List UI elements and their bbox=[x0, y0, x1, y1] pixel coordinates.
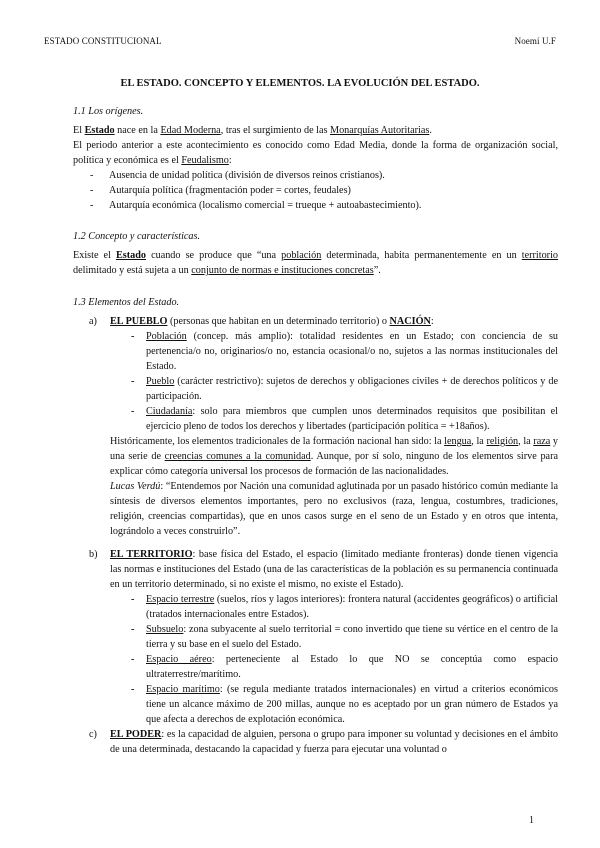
list-item: - Autarquía económica (localismo comercial = trueque + autoabastecimiento). bbox=[73, 198, 558, 213]
section-heading-origenes: 1.1 Los orígenes. bbox=[73, 106, 144, 117]
element-poder: c) EL PODER: es la capacidad de alguien, persona o grupo para imponer su voluntad y decisiones en el ámbito de una determinada, destacando la capacidad y fuerza para ejecutar una voluntad o bbox=[89, 729, 559, 755]
list-item: - Ciudadanía: solo para miembros que cumplen unos determinados requisitos que posibilitan el ejercicio pleno de todos los derechos y libertades (participación política = +18años). bbox=[110, 404, 558, 434]
list-item: - Espacio terrestre (suelos, ríos y lagos interiores): frontera natural (accidentes geográficos) o artificial (tratados internacionales entre Estados). bbox=[110, 592, 558, 622]
list-item: - Población (concep. más amplio): totalidad residentes en un Estado; con conciencia de su pertenencia/o no, originarios/o no, estancia ocasional/o no, sujetos a las normas institucionales del Estado. bbox=[110, 329, 558, 374]
list-item: - Pueblo (carácter restrictivo): sujetos de derechos y obligaciones civiles + de derechos políticos y de participación. bbox=[110, 374, 558, 404]
paragraph-nacimiento: El Estado nace en la Edad Moderna, tras el surgimiento de las Monarquías Autoritarias. bbox=[73, 125, 432, 136]
paragraph-concepto: Existe el Estado cuando se produce que “una población determinada, habita permanentemente en un territorio delimitado y está sujeta a un conjunto de normas e instituciones concretas”. bbox=[73, 250, 558, 276]
section-heading-concepto: 1.2 Concepto y características. bbox=[73, 231, 201, 242]
element-pueblo: a) EL PUEBLO (personas que habitan en un determinado territorio) o NACIÓN: - Población (concep. más amplio): totalidad residentes en un Estado; con conciencia de su pertenencia/o no, originarios/o no, estancia ocasional/o no, sujetos a las normas institucionales del Estado. - Pueblo (carácter restrictivo): sujetos de derechos y obligaciones civiles + de derechos políticos y de participación. - Ciudadanía: solo para miembros que cumplen unos determinados requisitos que posibilitan el ejercicio pleno de todos los derechos y libertades (participación política = +18años). Históricamente, los elementos tradicionales de la formación nacional han sido: la lengua, la religión, la raza y una serie de creencias comunes a la comunidad. Aunque, por sí solo, ninguno de los elementos sirve para explicar cómo categoría universal los procesos de formación de las nacionalidades. Lucas Verdú: “Entendemos por Nación una comunidad aglutinada por un pasado histórico común mediante la síntesis de diversos elementos importantes, pero no exclusivos (raza, lengua, costumbres, tradiciones, religión, creencias compartidas), que en unos casos surge en el seno de un Estado y en otros que intenta, lográndolo a veces construirlo”. bbox=[73, 314, 558, 539]
list-item: - Espacio aéreo: perteneciente al Estado lo que NO se conceptúa como espacio ultraterrestre/marítimo. bbox=[110, 652, 558, 682]
quote-lucas-verdu: Lucas Verdú: “Entendemos por Nación una comunidad aglutinada por un pasado histórico común mediante la síntesis de diversos elementos importantes, pero no exclusivos (raza, lengua, costumbres, tradiciones, religión, creencias compartidas), que en unos casos surge en el seno de un Estado y en otros que intenta, lográndolo a veces construirlo”. bbox=[110, 481, 558, 537]
list-item: - Autarquía política (fragmentación poder = cortes, feudales) bbox=[73, 183, 558, 198]
territorio-sublist bbox=[110, 592, 558, 727]
page-number: 1 bbox=[529, 815, 534, 826]
elements-list bbox=[73, 314, 558, 757]
list-item: - Espacio marítimo: (se regula mediante tratados internacionales) en virtud a criterios económicos tiene un alcance máximo de 200 millas, aunque no es aceptado por un gran número de Estados ya que afecta a derechos de explotación económica. bbox=[110, 682, 558, 727]
element-territorio: b) EL TERRITORIO: base física del Estado, el espacio (limitado mediante fronteras) donde tienen vigencia las normas e instituciones del Estado (una de las características de la población es su permanencia continuada en un territorio determinado, si no existe el mismo, no existe el Estado). - Espacio terrestre (suelos, ríos y lagos interiores): frontera natural (accidentes geográficos) o artificial (tratados internacionales entre Estados). - Subsuelo: zona subyacente al suelo territorial = cono invertido que tiene su vértice en el centro de la tierra y su base en el suelo del Estado. - Espacio aéreo: perteneciente al Estado lo que NO se conceptúa como espacio ultraterrestre/marítimo. - Espacio marítimo: (se regula mediante tratados internacionales) en virtud a criterios económicos tiene un alcance máximo de 200 millas, aunque no es aceptado por un gran número de Estados ya que afecta a derechos de explotación económica. bbox=[73, 547, 558, 727]
list-item: - Subsuelo: zona subyacente al suelo territorial = cono invertido que tiene su vértice en el centro de la tierra y su base en el suelo del Estado. bbox=[110, 622, 558, 652]
feudalismo-list bbox=[73, 168, 558, 213]
page-title: EL ESTADO. CONCEPTO Y ELEMENTOS. LA EVOLUCIÓN DEL ESTADO. bbox=[120, 78, 480, 89]
header-left: ESTADO CONSTITUCIONAL bbox=[44, 36, 162, 46]
header-right: Noemí U.F bbox=[514, 36, 556, 46]
paragraph-historicamente: Históricamente, los elementos tradicionales de la formación nacional han sido: la lengua, la religión, la raza y una serie de creencias comunes a la comunidad. Aunque, por sí solo, ninguno de los elementos sirve para explicar cómo categoría universal los procesos de formación de las nacionalidades. bbox=[110, 436, 558, 477]
document-body bbox=[73, 104, 558, 757]
paragraph-periodo-anterior: El periodo anterior a este acontecimiento es conocido como Edad Media, donde la forma de organización social, política y económica es el Feudalismo: bbox=[73, 140, 558, 166]
pueblo-sublist bbox=[110, 329, 558, 434]
list-item: - Ausencia de unidad política (división de diversos reinos cristianos). bbox=[73, 168, 558, 183]
section-heading-elementos: 1.3 Elementos del Estado. bbox=[73, 297, 180, 308]
